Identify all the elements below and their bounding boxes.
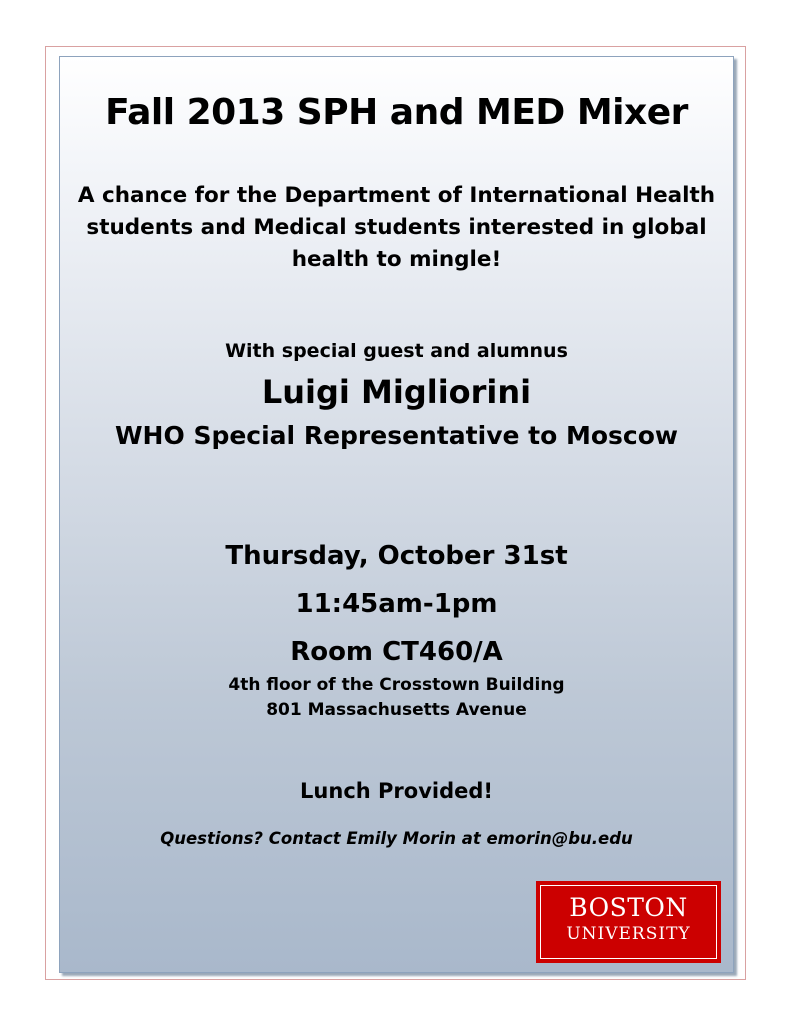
- event-room: Room CT460/A: [290, 637, 503, 667]
- guest-name: Luigi Migliorini: [261, 373, 532, 411]
- boston-university-logo: [536, 881, 721, 963]
- event-flyer: [59, 56, 734, 973]
- event-address: 801 Massachusetts Avenue: [266, 700, 527, 720]
- logo-line-boston: BOSTON: [569, 893, 688, 922]
- contact-info: Questions? Contact Emily Morin at emorin@bu.edu: [160, 829, 633, 848]
- event-time: 11:45am-1pm: [295, 589, 498, 619]
- lunch-note: Lunch Provided!: [300, 779, 493, 803]
- flyer-title: Fall 2013 SPH and MED Mixer: [105, 92, 688, 133]
- event-date: Thursday, October 31st: [225, 541, 568, 571]
- guest-role: WHO Special Representative to Moscow: [114, 421, 678, 450]
- intro-line: A chance for the Department of International Health: [77, 183, 716, 208]
- logo-frame: [540, 885, 717, 959]
- intro-line: students and Medical students interested in global: [86, 215, 707, 240]
- flyer-intro: [60, 180, 733, 276]
- guest-intro: With special guest and alumnus: [225, 340, 568, 362]
- logo-line-university: UNIVERSITY: [566, 924, 691, 944]
- intro-line: health to mingle!: [291, 247, 502, 272]
- event-floor: 4th floor of the Crosstown Building: [228, 675, 565, 695]
